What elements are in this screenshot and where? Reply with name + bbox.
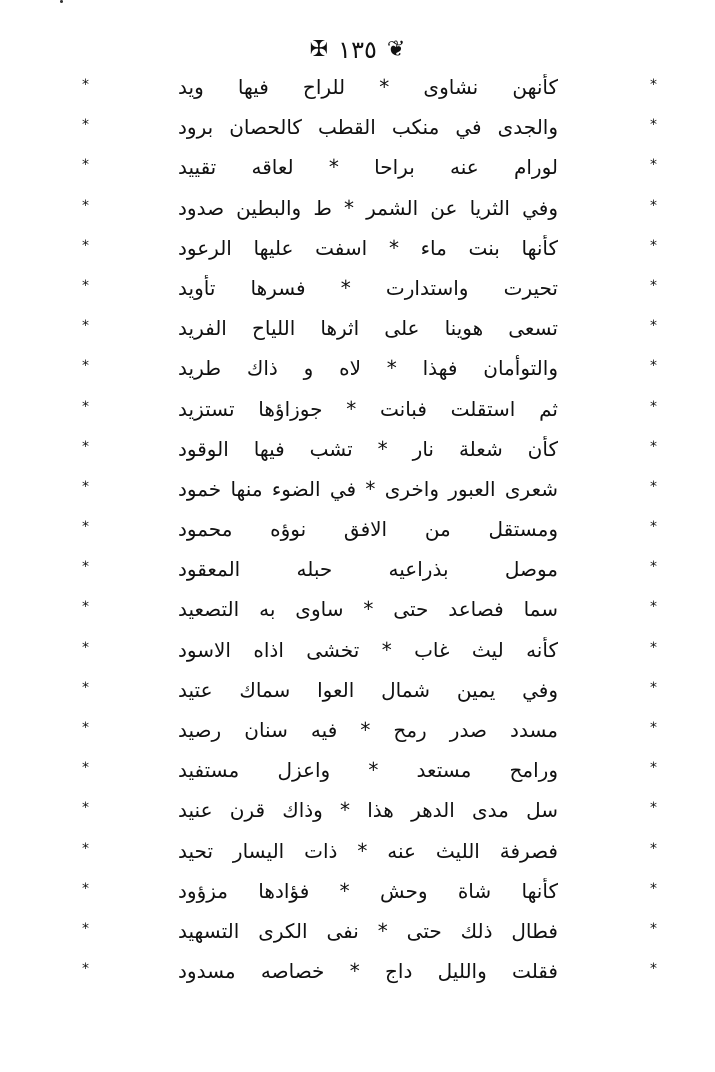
verse-text: فطال ذلك حتى * نفى الكرى التسهيد (178, 918, 558, 943)
asterisk-right-icon: * (650, 318, 657, 335)
verse-text: كأنه ليث غاب * تخشى اذاه الاسود (178, 637, 558, 662)
verse-line (0, 351, 715, 391)
verse-line (0, 673, 715, 713)
verse-line (0, 713, 715, 753)
verse-text: ومستقل من الافق نوؤه محمود (178, 517, 558, 542)
verse-line (0, 793, 715, 833)
asterisk-right-icon: * (650, 639, 657, 656)
asterisk-left-icon: * (82, 559, 89, 576)
verse-line (0, 914, 715, 954)
verse-text: كأنهن نشاوى * للراح فيها ويد (178, 75, 558, 99)
asterisk-left-icon: * (82, 961, 89, 978)
verse-line (0, 954, 715, 994)
asterisk-left-icon: * (82, 840, 89, 857)
asterisk-right-icon: * (650, 840, 657, 857)
asterisk-left-icon: * (82, 398, 89, 415)
asterisk-left-icon: * (82, 358, 89, 375)
verse-line (0, 472, 715, 512)
asterisk-left-icon: * (82, 157, 89, 174)
verse-text: شعرى العبور واخرى * في الضوء منها خمود (178, 476, 558, 501)
asterisk-right-icon: * (650, 157, 657, 174)
verse-line (0, 753, 715, 793)
verse-text: فقلت والليل داج * خصاصه مسدود (178, 959, 558, 984)
verse-text: سل مدى الدهر هذا * وذاك قرن عنيد (178, 798, 558, 823)
verse-text: تسعى هوينا على اثرها اللياح الفريد (178, 316, 558, 341)
asterisk-right-icon: * (650, 599, 657, 616)
asterisk-right-icon: * (650, 961, 657, 978)
verse-text: كأنها شاة وحش * فؤادها مزؤود (178, 878, 558, 903)
asterisk-right-icon: * (650, 277, 657, 294)
asterisk-left-icon: * (82, 679, 89, 696)
verse-text: مسدد صدر رمح * فيه سنان رصيد (178, 718, 558, 742)
verse-text: كأن شعلة نار * تشب فيها الوقود (178, 436, 558, 461)
asterisk-right-icon: * (650, 358, 657, 375)
verse-text: لورام عنه براحا * لعاقه تقييد (178, 155, 558, 180)
asterisk-left-icon: * (82, 197, 89, 214)
asterisk-left-icon: * (82, 117, 89, 134)
verse-text: والجدى في منكب القطب كالحصان برود (178, 115, 558, 140)
asterisk-right-icon: * (650, 197, 657, 214)
asterisk-right-icon: * (650, 679, 657, 696)
asterisk-left-icon: * (82, 880, 89, 897)
verse-text: وفي الثريا عن الشمر * ط والبطين صدود (178, 195, 558, 220)
asterisk-left-icon: * (82, 438, 89, 455)
verse-text: سما فصاعد حتى * ساوى به التصعيد (178, 597, 558, 622)
verse-line (0, 552, 715, 592)
asterisk-right-icon: * (650, 920, 657, 937)
asterisk-left-icon: * (82, 237, 89, 254)
verse-text: موصل بذراعيه حبله المعقود (178, 557, 558, 582)
fleuron-left-icon: ✠ (309, 37, 329, 62)
verse-line (0, 311, 715, 351)
asterisk-right-icon: * (650, 237, 657, 254)
verse-line (0, 874, 715, 914)
asterisk-right-icon: * (650, 760, 657, 777)
verse-text: والتوأمان فهذا * لاه و ذاك طريد (178, 356, 558, 381)
verse-line (0, 271, 715, 311)
poem-body (0, 70, 715, 994)
verse-line (0, 110, 715, 150)
verse-line (0, 512, 715, 552)
verse-text: تحيرت واستدارت * فسرها تأويد (178, 275, 558, 300)
verse-line (0, 231, 715, 271)
asterisk-left-icon: * (82, 760, 89, 777)
verse-text: ثم استقلت فبانت * جوزاؤها تستزيد (178, 396, 558, 421)
page-number: ١٣٥ (338, 36, 377, 64)
asterisk-right-icon: * (650, 398, 657, 415)
verse-line (0, 191, 715, 231)
fleuron-right-icon: ❦ (386, 37, 406, 62)
asterisk-left-icon: * (82, 478, 89, 495)
verse-line (0, 392, 715, 432)
asterisk-right-icon: * (650, 438, 657, 455)
verse-text: فصرفة الليث عنه * ذات اليسار تحيد (178, 838, 558, 863)
speck-mark (60, 0, 63, 3)
asterisk-left-icon: * (82, 277, 89, 294)
verse-line (0, 592, 715, 632)
verse-text: ورامح مستعد * واعزل مستفيد (178, 758, 558, 783)
verse-text: وفي يمين شمال العوا سماك عتيد (178, 677, 558, 702)
asterisk-left-icon: * (82, 599, 89, 616)
verse-text: كأنها بنت ماء * اسفت عليها الرعود (178, 235, 558, 260)
verse-line (0, 70, 715, 110)
asterisk-right-icon: * (650, 800, 657, 817)
page-header (0, 30, 715, 70)
verse-line (0, 834, 715, 874)
asterisk-left-icon: * (82, 519, 89, 536)
verse-line (0, 633, 715, 673)
asterisk-left-icon: * (82, 800, 89, 817)
asterisk-right-icon: * (650, 519, 657, 536)
verse-line (0, 432, 715, 472)
verse-line (0, 150, 715, 190)
asterisk-right-icon: * (650, 117, 657, 134)
asterisk-left-icon: * (82, 77, 89, 93)
asterisk-left-icon: * (82, 920, 89, 937)
asterisk-right-icon: * (650, 880, 657, 897)
asterisk-left-icon: * (82, 720, 89, 736)
asterisk-right-icon: * (650, 77, 657, 93)
asterisk-right-icon: * (650, 478, 657, 495)
asterisk-left-icon: * (82, 639, 89, 656)
asterisk-left-icon: * (82, 318, 89, 335)
asterisk-right-icon: * (650, 720, 657, 736)
asterisk-right-icon: * (650, 559, 657, 576)
